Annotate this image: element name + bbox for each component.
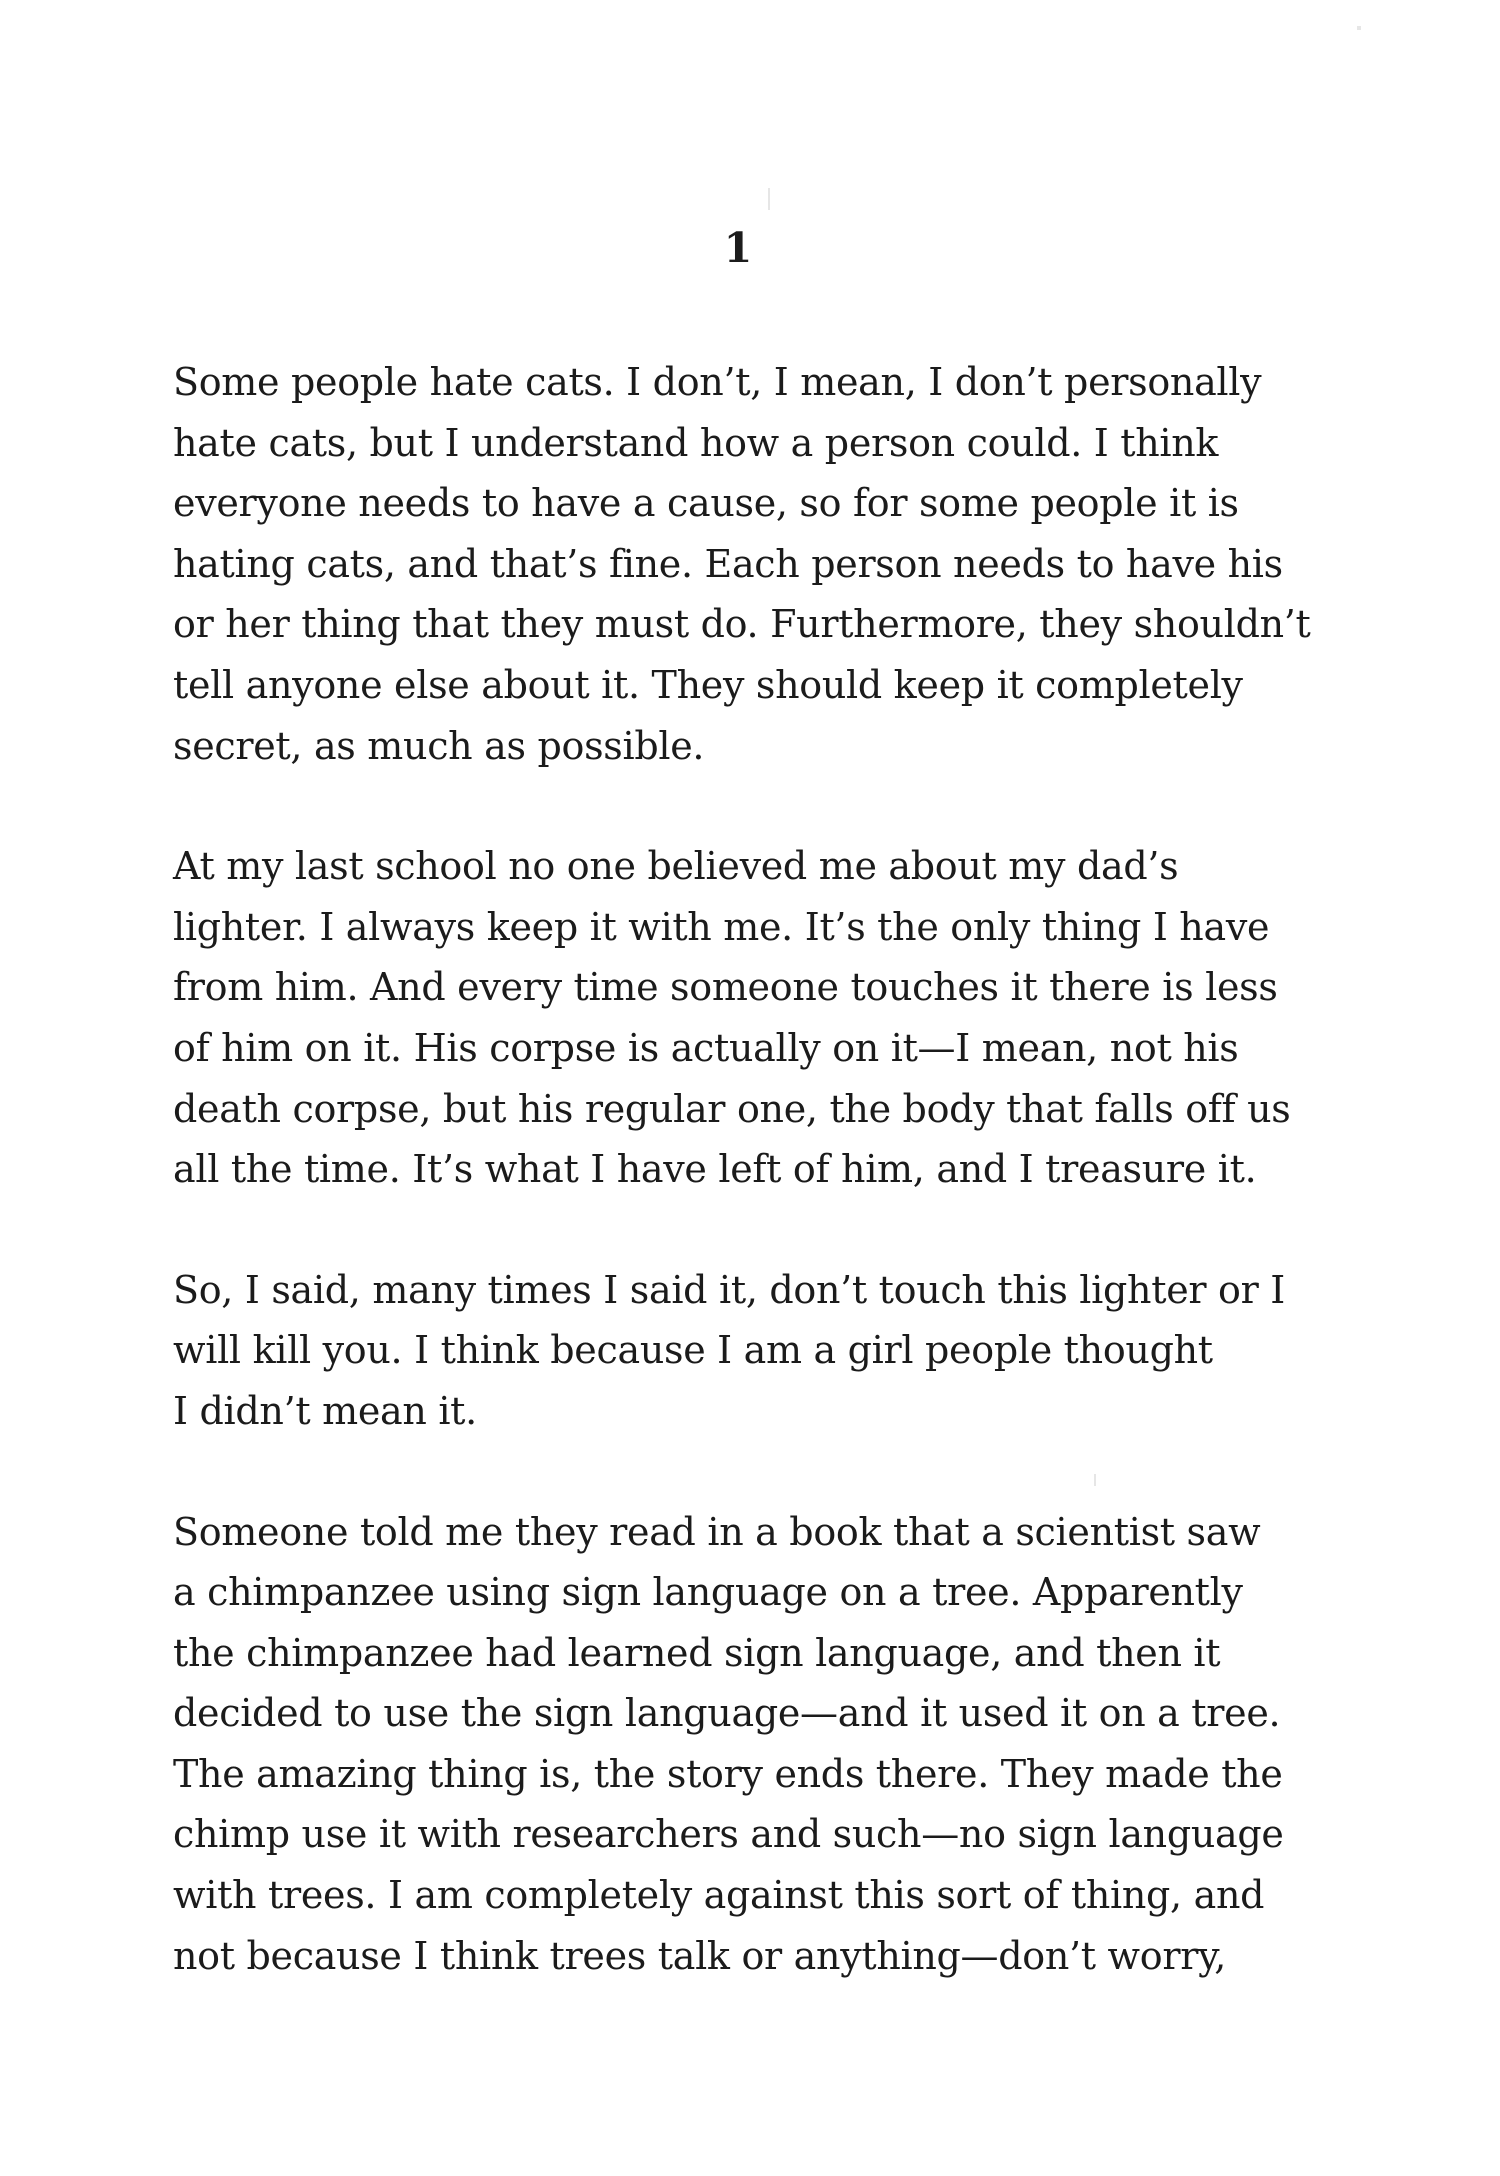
paragraph-2 [173,836,1363,1200]
text-line: So, I said, many times I said it, don’t touch this lighter or I [173,1267,1285,1312]
text-line: with trees. I am completely against this sort of thing, and [173,1873,1265,1918]
text-line: I didn’t mean it. [173,1388,477,1433]
chapter-body-text [173,352,1363,2046]
text-line: lighter. I always keep it with me. It’s the only thing I have [173,904,1270,949]
scan-speck [768,188,770,210]
text-line: not because I think trees talk or anything—don’t worry, [173,1933,1226,1978]
text-line: secret, as much as possible. [173,723,705,768]
text-line: or her thing that they must do. Furthermore, they shouldn’t [173,602,1311,647]
text-line: The amazing thing is, the story ends there. They made the [173,1751,1283,1796]
text-line: of him on it. His corpse is actually on it—I mean, not his [173,1025,1239,1070]
paragraph-4 [173,1502,1363,1987]
paragraph-1 [173,352,1363,776]
text-line: tell anyone else about it. They should keep it completely [173,662,1243,707]
text-line: a chimpanzee using sign language on a tree. Apparently [173,1570,1243,1615]
text-line: the chimpanzee had learned sign language, and then it [173,1630,1221,1675]
text-line: decided to use the sign language—and it used it on a tree. [173,1691,1281,1736]
text-line: will kill you. I think because I am a girl people thought [173,1328,1213,1373]
scan-speck [1357,26,1361,30]
text-line: everyone needs to have a cause, so for some people it is [173,481,1239,526]
text-line: Someone told me they read in a book that a scientist saw [173,1509,1261,1554]
text-line: chimp use it with researchers and such—no sign language [173,1812,1284,1857]
chapter-number: 1 [723,224,753,272]
text-line: all the time. It’s what I have left of him, and I treasure it. [173,1147,1257,1192]
text-line: Some people hate cats. I don’t, I mean, I don’t personally [173,360,1262,404]
paragraph-3 [173,1260,1363,1442]
text-line: hating cats, and that’s fine. Each person needs to have his [173,541,1283,586]
text-line: At my last school no one believed me about my dad’s [173,844,1179,889]
text-line: hate cats, but I understand how a person could. I think [173,420,1219,465]
text-line: death corpse, but his regular one, the body that falls off us [173,1086,1291,1131]
text-line: from him. And every time someone touches it there is less [173,965,1278,1010]
